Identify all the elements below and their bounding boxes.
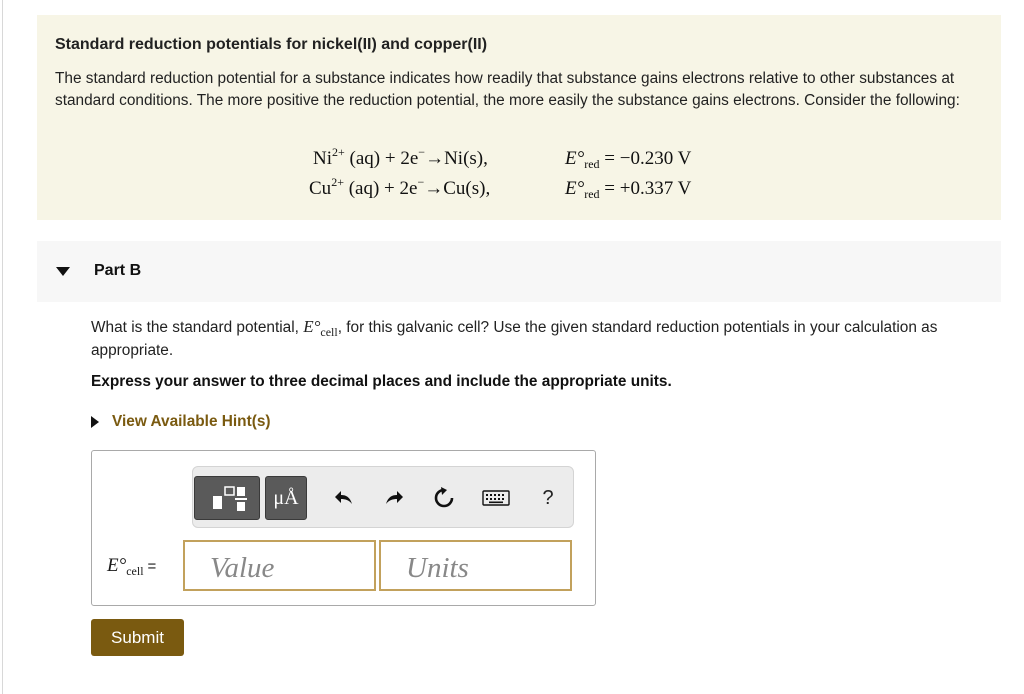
value-input[interactable] bbox=[183, 540, 376, 591]
reaction-middle: (aq) + 2e bbox=[348, 178, 418, 199]
reaction-middle: (aq) + 2e bbox=[349, 148, 419, 169]
help-button[interactable]: ? bbox=[542, 486, 554, 509]
e-symbol: E° bbox=[303, 317, 321, 336]
e-subscript: cell bbox=[126, 564, 144, 578]
reset-button[interactable] bbox=[429, 483, 459, 513]
units-input[interactable] bbox=[379, 540, 572, 591]
potential-value: = +0.337 V bbox=[604, 178, 692, 199]
intro-panel bbox=[37, 15, 1001, 220]
undo-button[interactable] bbox=[329, 483, 359, 513]
ion-symbol: Ni bbox=[313, 148, 332, 169]
potential-copper bbox=[565, 178, 691, 200]
question-before: What is the standard potential, bbox=[91, 319, 299, 336]
potential-nickel bbox=[565, 148, 691, 170]
reaction-nickel bbox=[313, 144, 488, 170]
intro-text: The standard reduction potential for a substance indicates how readily that substance gains electrons relative to other substances at standard conditions. The more positive the reduction potential, the more easily the substance gains electrons. Consider the following: bbox=[55, 70, 960, 109]
potential-value: = −0.230 V bbox=[604, 148, 692, 169]
intro-title: Standard reduction potentials for nickel(II) and copper(II) bbox=[55, 36, 488, 53]
e-symbol: E° bbox=[107, 555, 127, 576]
redo-button[interactable] bbox=[379, 483, 409, 513]
reaction-product: →Ni(s), bbox=[425, 148, 488, 169]
e-symbol: E° bbox=[565, 148, 585, 169]
electron-charge: − bbox=[417, 174, 425, 189]
reaction-product: →Cu(s), bbox=[424, 178, 491, 199]
ion-charge: 2+ bbox=[332, 144, 345, 159]
e-subscript: cell bbox=[320, 325, 338, 339]
collapse-triangle-icon[interactable] bbox=[56, 267, 70, 276]
part-label: Part B bbox=[94, 262, 142, 279]
question-after: , for this galvanic cell? Use the given standard reduction potentials in your calculation as appropriate. bbox=[91, 319, 938, 359]
reset-icon bbox=[432, 486, 456, 510]
e-subscript: red bbox=[584, 187, 600, 201]
e-symbol: E° bbox=[565, 178, 585, 199]
question-text bbox=[91, 316, 971, 361]
templates-icon bbox=[205, 483, 249, 513]
hint-label[interactable]: View Available Hint(s) bbox=[112, 413, 271, 430]
ecell-label bbox=[107, 555, 156, 577]
templates-button[interactable] bbox=[194, 476, 260, 520]
ion-charge: 2+ bbox=[331, 174, 344, 189]
reaction-copper bbox=[309, 174, 491, 200]
electron-charge: − bbox=[418, 144, 426, 159]
undo-icon bbox=[333, 488, 355, 508]
e-subscript: red bbox=[584, 157, 600, 171]
part-b-header[interactable] bbox=[37, 241, 1001, 302]
view-hints-link[interactable] bbox=[91, 413, 271, 431]
redo-icon bbox=[383, 488, 405, 508]
ion-symbol: Cu bbox=[309, 178, 332, 199]
answer-box bbox=[91, 450, 596, 606]
equals-sign: = bbox=[147, 558, 157, 575]
keyboard-icon bbox=[482, 489, 510, 507]
math-toolbar bbox=[192, 466, 574, 528]
expand-triangle-icon bbox=[91, 416, 99, 428]
keyboard-button[interactable] bbox=[479, 483, 513, 513]
units-button[interactable]: μÅ bbox=[265, 476, 307, 520]
left-border bbox=[2, 0, 3, 694]
instruction-text: Express your answer to three decimal places and include the appropriate units. bbox=[91, 373, 672, 390]
submit-button[interactable]: Submit bbox=[91, 619, 184, 656]
